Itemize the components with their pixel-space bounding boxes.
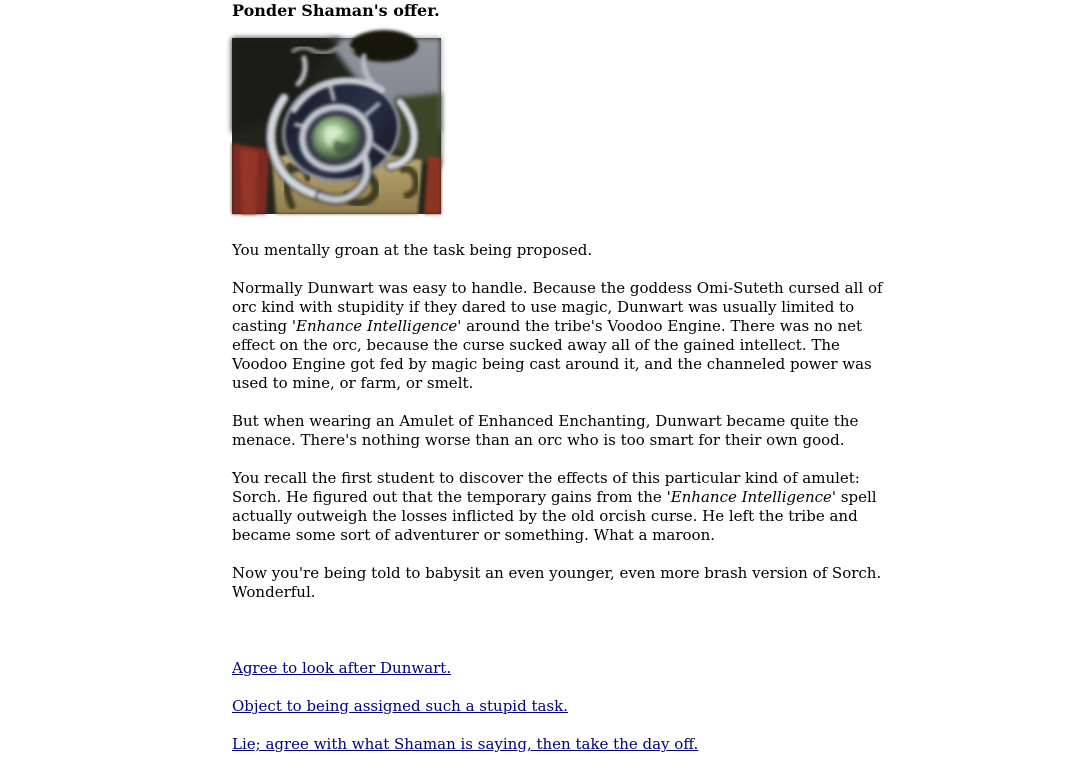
story-paragraph-5 [232,564,892,602]
spell-name-italic: 'Enhance Intelligence' [666,488,837,506]
choice-link-lie-take-day-off[interactable]: Lie; agree with what Shaman is saying, then take the day off. [232,735,699,753]
story-paragraph-4 [232,469,892,545]
pauldron-shadow [350,30,418,62]
paragraph-text: You mentally groan at the task being proposed. [232,241,593,259]
paragraph-text: You recall the first student to discover the effects of this particular kind of amulet: Sorch. He figured out that the temporary gains from the [232,469,860,506]
spell-name-italic: 'Enhance Intelligence' [291,317,462,335]
paragraph-text: But when wearing an Amulet of Enhanced Enchanting, Dunwart became quite the menace. There's nothing worse than an orc who is too smart for their own good. [232,412,859,449]
choice-row [232,659,892,678]
choice-row [232,697,892,716]
paragraph-text: Now you're being told to babysit an even younger, even more brash version of Sorch. Wonderful. [232,564,882,601]
choice-list [232,621,892,754]
paragraph-text: spell actually outweigh the losses inflicted by the old orcish curse. He left the tribe and became some sort of adventurer or something. What a maroon. [232,488,877,544]
amulet-image [232,38,441,214]
story-paragraph-3 [232,412,892,450]
left-red-strap-hi [240,148,258,214]
choice-link-agree-look-after-dunwart[interactable]: Agree to look after Dunwart. [232,659,452,677]
story-content [232,0,892,773]
amulet-illustration-svg [232,38,441,214]
story-paragraph-2 [232,279,892,393]
choice-row [232,735,892,754]
page-title: Ponder Shaman's offer. [232,1,440,20]
story-paragraph-1 [232,241,892,260]
paragraph-text: Normally Dunwart was easy to handle. Because the goddess Omi-Suteth cursed all of orc kind with stupidity if they dared to use magic, Dunwart was usually limited to casting [232,279,883,335]
paragraph-text: around the tribe's Voodoo Engine. There was no net effect on the orc, because the curse sucked away all of the gained intellect. The Voodoo Engine got fed by magic being cast around it, and the channeled power was used to mine, or farm, or smelt. [232,317,872,392]
choice-link-object-stupid-task[interactable]: Object to being assigned such a stupid task. [232,697,568,715]
